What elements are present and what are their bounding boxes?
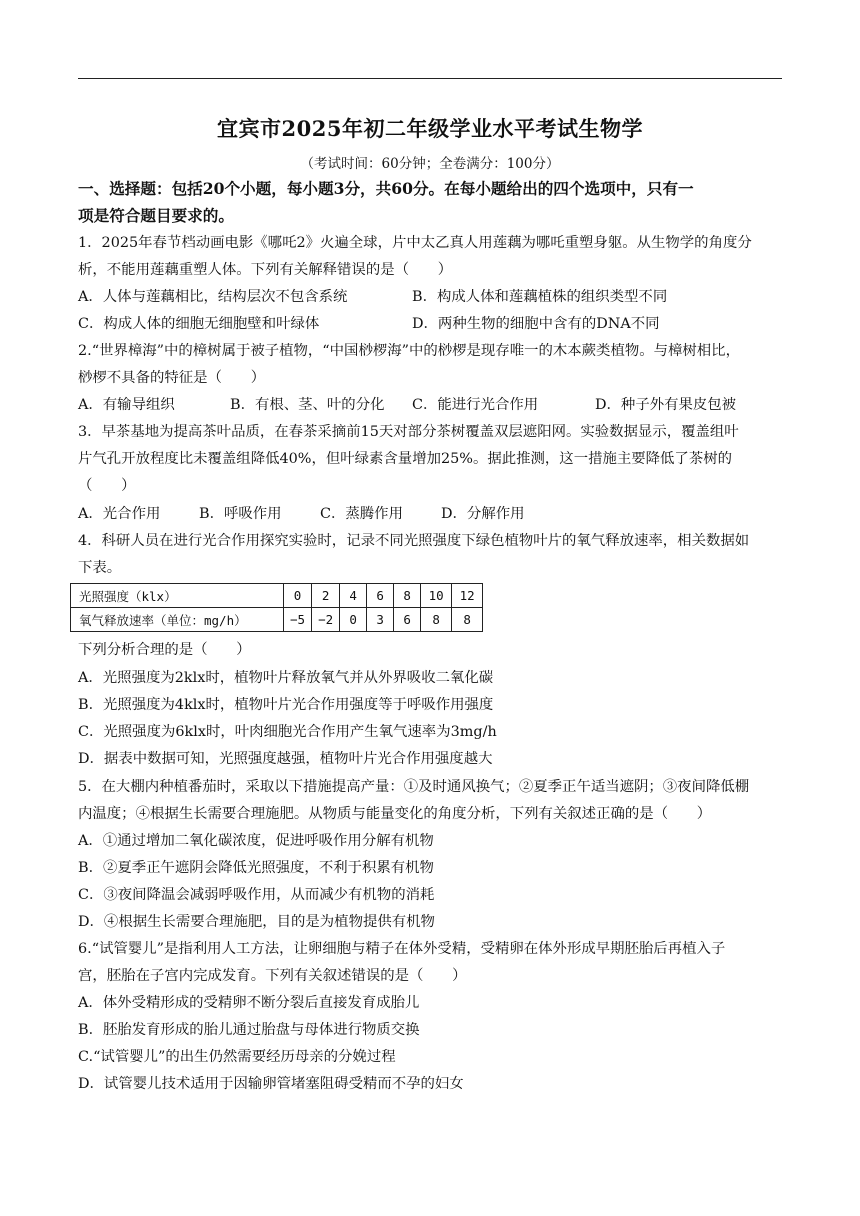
table-cell: 6	[394, 608, 421, 632]
table-cell: 0	[340, 608, 367, 632]
q2-option-b: B．有根、茎、叶的分化	[230, 397, 385, 413]
q2-option-a: A．有输导组织	[78, 397, 175, 413]
q4-option-a: A．光照强度为2klx时，植物叶片释放氧气并从外界吸收二氧化碳	[78, 670, 494, 686]
q3-option-d: D．分解作用	[441, 506, 525, 522]
q4-stem-line1: 4．科研人员在进行光合作用探究实验时，记录不同光照强度下绿色植物叶片的氧气释放速率，相关数据如	[78, 533, 750, 549]
q1-stem-line2: 析，不能用莲藕重塑人体。下列有关解释错误的是（ ）	[78, 262, 453, 278]
table-row	[71, 584, 483, 608]
q1-option-d: D．两种生物的细胞中含有的DNA不同	[412, 316, 660, 332]
q4-option-b: B．光照强度为4klx时，植物叶片光合作用强度等于呼吸作用强度	[78, 697, 494, 713]
table-cell: −2	[312, 608, 340, 632]
q5-option-d: D．④根据生长需要合理施肥，目的是为植物提供有机物	[78, 914, 435, 930]
q5-option-a: A．①通过增加二氧化碳浓度，促进呼吸作用分解有机物	[78, 833, 434, 849]
header-rule	[78, 78, 782, 79]
table-cell: 2	[312, 584, 340, 608]
q5-option-b: B．②夏季正午遮阴会降低光照强度，不利于积累有机物	[78, 860, 434, 876]
table-cell: −5	[284, 608, 312, 632]
q2-option-c: C．能进行光合作用	[412, 397, 539, 413]
q6-option-b: B．胚胎发育形成的胎儿通过胎盘与母体进行物质交换	[78, 1022, 420, 1038]
q1-option-c: C．构成人体的细胞无细胞壁和叶绿体	[78, 316, 320, 332]
q6-stem-line1: 6.“试管婴儿”是指利用人工方法，让卵细胞与精子在体外受精，受精卵在体外形成早期胚胎后再植入子	[78, 941, 726, 957]
exam-title: 宜宾市2025年初二年级学业水平考试生物学	[217, 116, 643, 141]
exam-subtitle: （考试时间：60分钟；全卷满分：100分）	[300, 156, 560, 172]
q5-option-c: C．③夜间降温会减弱呼吸作用，从而减少有机物的消耗	[78, 887, 435, 903]
q4-prompt: 下列分析合理的是（ ）	[78, 642, 251, 658]
q3-stem-line2: 片气孔开放程度比未覆盖组降低40%，但叶绿素含量增加25%。据此推测，这一措施主要降低了茶树的	[78, 451, 732, 467]
q4-option-d: D．据表中数据可知，光照强度越强，植物叶片光合作用强度越大	[78, 751, 493, 767]
q1-stem-line1: 1．2025年春节档动画电影《哪吒2》火遍全球，片中太乙真人用莲藕为哪吒重塑身躯。从生物学的角度分	[78, 235, 752, 251]
section-heading-line2: 项是符合题目要求的。	[78, 206, 234, 225]
q2-option-d: D．种子外有果皮包被	[595, 397, 737, 413]
table-cell: 10	[421, 584, 452, 608]
q1-option-b: B．构成人体和莲藕植株的组织类型不同	[412, 289, 668, 305]
q5-stem-line1: 5．在大棚内种植番茄时，采取以下措施提高产量：①及时通风换气；②夏季正午适当遮阴；③夜间降低棚	[78, 779, 750, 795]
q4-data-table	[70, 583, 483, 632]
q2-stem-line2: 桫椤不具备的特征是（ ）	[78, 370, 266, 386]
q4-stem-line2: 下表。	[78, 560, 122, 576]
q5-stem-line2: 内温度；④根据生长需要合理施肥。从物质与能量变化的角度分析，下列有关叙述正确的是（ ）	[78, 806, 712, 822]
q3-stem-line3: （ ）	[78, 478, 136, 494]
q2-stem-line1: 2.“世界樟海”中的樟树属于被子植物，“中国桫椤海”中的桫椤是现存唯一的木本蕨类植物。与樟树相比，	[78, 343, 740, 359]
table-row-header: 光照强度（klx）	[71, 584, 284, 608]
section-heading-line1: 一、选择题：包括20个小题，每小题3分，共60分。在每小题给出的四个选项中，只有一	[78, 179, 694, 198]
table-cell: 8	[421, 608, 452, 632]
table-cell: 8	[394, 584, 421, 608]
table-row	[71, 608, 483, 632]
table-row-header: 氧气释放速率（单位：mg/h）	[71, 608, 284, 632]
q6-option-a: A．体外受精形成的受精卵不断分裂后直接发育成胎儿	[78, 995, 420, 1011]
q6-option-d: D．试管婴儿技术适用于因输卵管堵塞阻碍受精而不孕的妇女	[78, 1076, 464, 1092]
q4-option-c: C．光照强度为6klx时，叶肉细胞光合作用产生氧气速率为3mg/h	[78, 724, 497, 740]
table-cell: 6	[367, 584, 394, 608]
q6-stem-line2: 宫，胚胎在子宫内完成发育。下列有关叙述错误的是（ ）	[78, 968, 467, 984]
q3-option-c: C．蒸腾作用	[320, 506, 403, 522]
table-cell: 12	[452, 584, 483, 608]
table-cell: 8	[452, 608, 483, 632]
q1-option-a: A．人体与莲藕相比，结构层次不包含系统	[78, 289, 348, 305]
q3-option-b: B．呼吸作用	[199, 506, 282, 522]
q3-stem-line1: 3．早茶基地为提高茶叶品质，在春茶采摘前15天对部分茶树覆盖双层遮阳网。实验数据显示，覆盖组叶	[78, 424, 739, 440]
table-cell: 3	[367, 608, 394, 632]
table-cell: 0	[284, 584, 312, 608]
table-cell: 4	[340, 584, 367, 608]
q6-option-c: C.“试管婴儿”的出生仍然需要经历母亲的分娩过程	[78, 1049, 396, 1065]
q3-option-a: A．光合作用	[78, 506, 161, 522]
